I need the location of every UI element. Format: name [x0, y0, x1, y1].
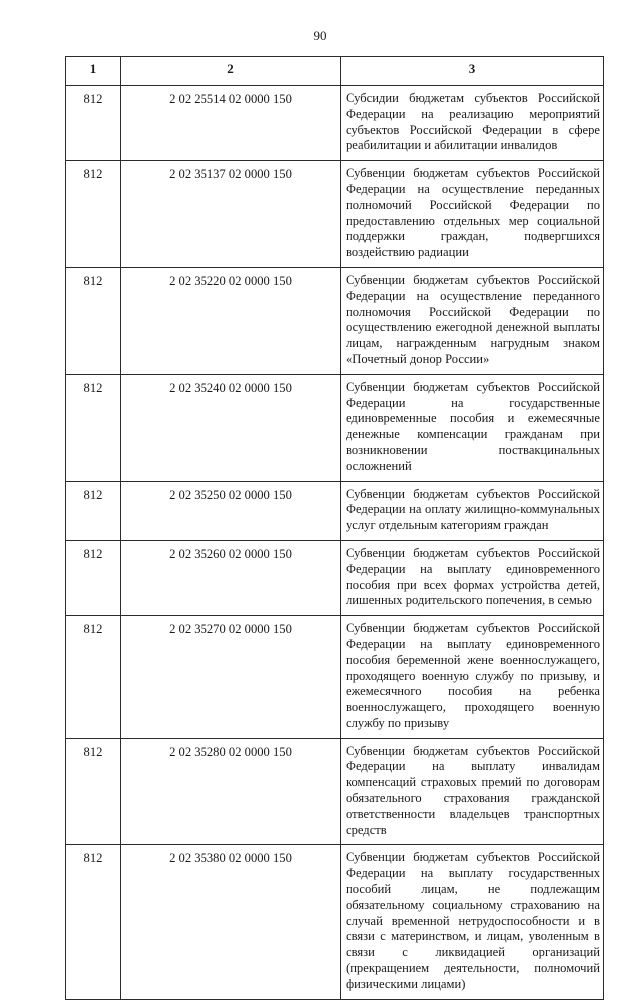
description-cell: Субвенции бюджетам субъектов Российской Федерации на осуществление переданных полномочий Российской Федерации по предоставлению отдельных мер социальной поддержки граждан, подвергшихся воздействию радиации: [341, 161, 604, 268]
description-cell: Субвенции бюджетам субъектов Российской Федерации на выплату государственных пособий лицам, не подлежащим обязательному социальному страхованию на случай временной нетрудоспособности и в связи с материнством, и лицам, уволенным в связи с ликвидацией организаций (прекращением деятельности, полномочий физическими лицами): [341, 845, 604, 999]
header-col-1: 1: [66, 57, 121, 86]
admin-code-cell: 812: [66, 374, 121, 481]
table-row: [66, 374, 604, 481]
revenue-code-cell: 2 02 35240 02 0000 150: [121, 374, 341, 481]
admin-code-cell: 812: [66, 540, 121, 615]
admin-code-cell: 812: [66, 845, 121, 999]
header-col-3: 3: [341, 57, 604, 86]
table-row: [66, 161, 604, 268]
table-row: [66, 540, 604, 615]
table-row: [66, 86, 604, 161]
table-row: [66, 481, 604, 540]
description-cell: Субвенции бюджетам субъектов Российской Федерации на выплату единовременного пособия беременной жене военнослужащего, проходящего военную службу по призыву, и ежемесячного пособия на ребенка военнослужащего, проходящего военную службу по призыву: [341, 616, 604, 739]
table-header-row: [66, 57, 604, 86]
description-cell: Субсидии бюджетам субъектов Российской Федерации на реализацию мероприятий субъектов Российской Федерации в сфере реабилитации и абилитации инвалидов: [341, 86, 604, 161]
revenue-code-cell: 2 02 35137 02 0000 150: [121, 161, 341, 268]
admin-code-cell: 812: [66, 161, 121, 268]
table-row: [66, 738, 604, 845]
revenue-code-cell: 2 02 25514 02 0000 150: [121, 86, 341, 161]
description-cell: Субвенции бюджетам субъектов Российской Федерации на оплату жилищно-коммунальных услуг отдельным категориям граждан: [341, 481, 604, 540]
table-row: [66, 616, 604, 739]
admin-code-cell: 812: [66, 616, 121, 739]
revenue-code-cell: 2 02 35250 02 0000 150: [121, 481, 341, 540]
admin-code-cell: 812: [66, 267, 121, 374]
description-cell: Субвенции бюджетам субъектов Российской Федерации на выплату единовременного пособия при всех формах устройства детей, лишенных родительского попечения, в семью: [341, 540, 604, 615]
description-cell: Субвенции бюджетам субъектов Российской Федерации на государственные единовременные пособия и ежемесячные денежные компенсации гражданам при возникновении поствакцинальных осложнений: [341, 374, 604, 481]
revenue-code-cell: 2 02 35260 02 0000 150: [121, 540, 341, 615]
revenue-code-cell: 2 02 35270 02 0000 150: [121, 616, 341, 739]
header-col-2: 2: [121, 57, 341, 86]
description-cell: Субвенции бюджетам субъектов Российской Федерации на осуществление переданного полномочия Российской Федерации по осуществлению ежегодной денежной выплаты лицам, награжденным нагрудным знаком «Почетный донор России»: [341, 267, 604, 374]
admin-code-cell: 812: [66, 481, 121, 540]
revenue-code-cell: 2 02 35380 02 0000 150: [121, 845, 341, 999]
description-cell: Субвенции бюджетам субъектов Российской Федерации на выплату инвалидам компенсаций страховых премий по договорам обязательного страхования гражданской ответственности владельцев транспортных средств: [341, 738, 604, 845]
table-row: [66, 267, 604, 374]
page-number: 90: [313, 28, 327, 43]
table-row: [66, 845, 604, 999]
admin-code-cell: 812: [66, 738, 121, 845]
revenue-code-cell: 2 02 35220 02 0000 150: [121, 267, 341, 374]
admin-code-cell: 812: [66, 86, 121, 161]
budget-revenue-table: [65, 56, 604, 1000]
revenue-code-cell: 2 02 35280 02 0000 150: [121, 738, 341, 845]
